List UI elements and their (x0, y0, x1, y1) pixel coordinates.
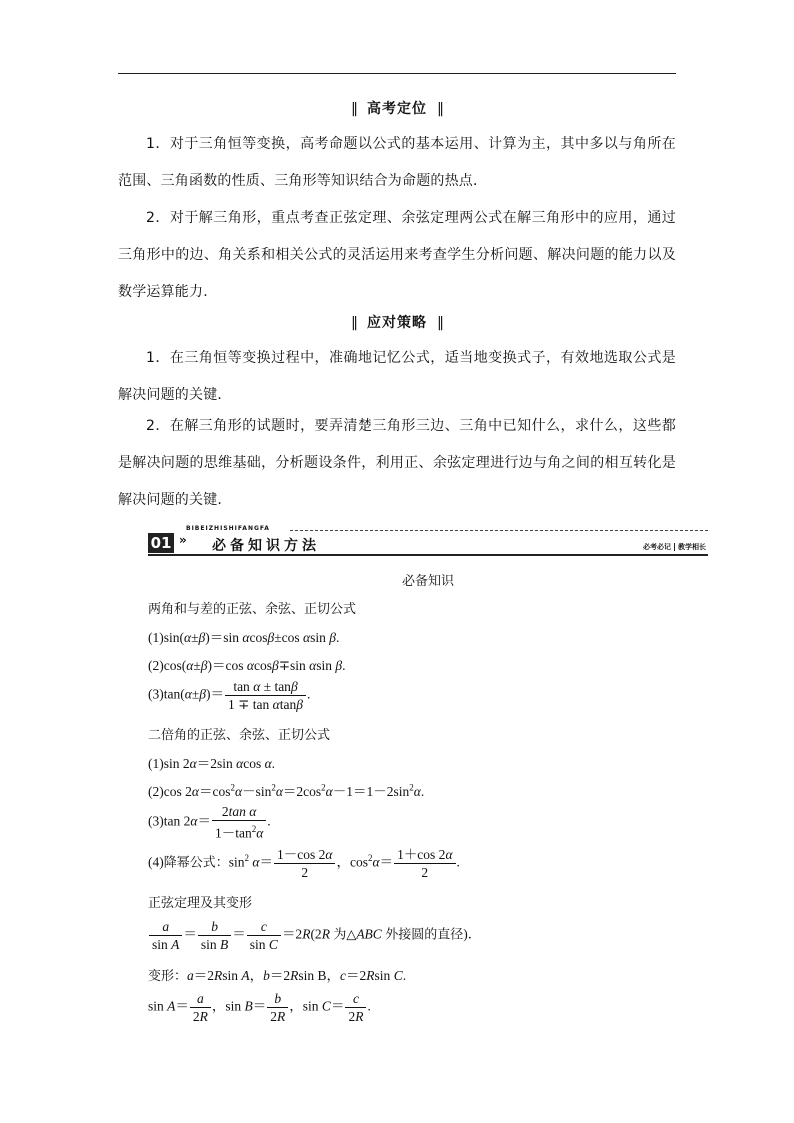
banner-right-a: 必考必记 (643, 543, 671, 551)
section-title: 应对策略 (367, 315, 427, 331)
formula-sine-law-variant: 变形：a＝2Rsin A，b＝2Rsin B，c＝2Rsin C. (148, 968, 407, 984)
banner-number: 01 (148, 533, 174, 553)
banner-pinyin: BIBEIZHISHIFANGFA (186, 525, 270, 532)
heading-bar-left: ‖ (351, 315, 357, 331)
banner-separator (674, 543, 675, 551)
subtitle-sine-law: 正弦定理及其变形 (148, 896, 253, 911)
formula-tan-sum: (3)tan(α±β)＝ $\frac{\text{tan α ± tanβ}}{\text{1 ∓ tan αtanβ}}$ . (148, 679, 311, 712)
formula-power-reduction: (4)降幂公式：$\sin^2 \alpha=$ $\frac{1-\cos 2\alpha}{2}$ ，$\cos^2\alpha=$ $\frac{1+\cos 2\alpha}{2}$ . (148, 847, 460, 880)
formula-cos-sum: (2)cos(α±β)＝cos αcosβ∓sin αsin β. (148, 658, 346, 673)
subtitle-double-angle: 二倍角的正弦、余弦、正切公式 (148, 728, 331, 743)
section-heading-strategy (118, 312, 676, 332)
section-title: 高考定位 (367, 101, 427, 117)
section-heading-gaokao (118, 98, 676, 118)
paragraph: 2．对于解三角形，重点考查正弦定理、余弦定理两公式在解三角形中的应用，通过三角形中的边、角关系和相关公式的灵活运用来考查学生分析问题、解决问题的能力以及数学运算能力. (118, 210, 676, 300)
subtitle-sum-diff: 两角和与差的正弦、余弦、正切公式 (148, 602, 357, 617)
formula-tan-double: (3)tan 2α＝ $\frac{\text{2tan α}}{1-\tan^2\alpha}$ . (148, 804, 271, 841)
paragraph: 1．在三角恒等变换过程中，准确地记忆公式，适当地变换式子，有效地选取公式是解决问题的关键． (118, 350, 676, 403)
formula-sin-sum: (1)sin(α±β)＝sin αcosβ±cos αsin β. (148, 630, 340, 645)
chevron-right-icon: » (179, 533, 187, 547)
top-rule (118, 73, 676, 74)
banner-right-label (643, 542, 706, 552)
knowledge-heading: 必备知识 (401, 574, 454, 589)
formula-sine-law: $\frac{a}{\text{sin A}}$ ＝ $\frac{b}{\text{sin B}}$ ＝ $\frac{c}{\text{sin C}}$ ＝2R(2R 为△ABC 外接圆的直径)． (148, 918, 481, 953)
heading-bar-right: ‖ (437, 315, 443, 331)
formula-sin-double: (1)sin 2α＝2sin αcos α. (148, 756, 276, 771)
formula-sine-ratio: sin A＝ $\frac{a}{2R}$ ，sin B＝ $\frac{b}{2R}$ ，sin C＝ $\frac{c}{2R}$ . (148, 991, 371, 1024)
paragraph: 2．在解三角形的试题时，要弄清楚三角形三边、三角中已知什么，求什么，这些都是解决问题的思维基础，分析题设条件，利用正、余弦定理进行边与角之间的相互转化是解决问题的关键. (118, 418, 676, 508)
formula-cos-double: (2)cos $2\alpha=\cos^2\alpha-\sin^2\alpha=2\cos^2\alpha-1=1-2\sin^2\alpha$. (148, 782, 425, 799)
heading-bar-left: ‖ (351, 101, 357, 117)
heading-bar-right: ‖ (437, 101, 443, 117)
banner-dashed-rule (290, 530, 708, 531)
banner-right-b: 教学相长 (678, 543, 706, 551)
banner-base-rule (148, 554, 708, 556)
banner-title: 必备知识方法 (212, 538, 320, 554)
paragraph: 1．对于三角恒等变换，高考命题以公式的基本运用、计算为主，其中多以与角所在范围、三角函数的性质、三角形等知识结合为命题的热点． (118, 136, 676, 189)
